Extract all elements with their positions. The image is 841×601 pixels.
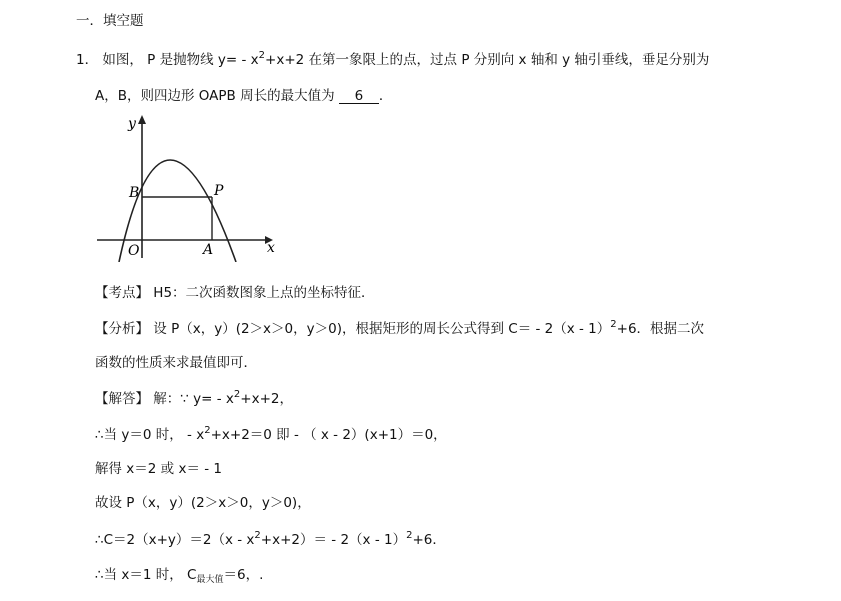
kaodian-text: 【考点】 H5：二次函数图象上点的坐标特征． xyxy=(95,285,375,301)
problem-text-1a: 如图， P 是抛物线 y= - x xyxy=(102,52,259,68)
step-5 xyxy=(95,566,263,586)
fenxi-text-line2: 函数的性质来求最值即可． xyxy=(95,355,257,371)
step-3 xyxy=(95,494,311,512)
section-heading-text: 一．填空题 xyxy=(76,13,144,29)
jieda-line xyxy=(95,390,293,410)
step-4 xyxy=(95,531,446,551)
problem-exponent: 2 xyxy=(258,50,266,61)
step-1-text-b: +x+2＝0 即 - （ x - 2）(x+1）＝0， xyxy=(210,427,447,443)
step-4-exponent-2: 2 xyxy=(406,530,413,541)
label-y: y xyxy=(128,116,136,132)
step-4-text-a: ∴C＝2（x+y）＝2（x - x xyxy=(95,532,255,548)
step-2 xyxy=(95,460,222,478)
kaodian-line xyxy=(95,284,375,302)
y-axis-arrow xyxy=(138,115,146,124)
step-4-text-c: +6． xyxy=(412,532,446,548)
fenxi-line-1 xyxy=(95,320,704,340)
answer-blank: 6 xyxy=(339,89,379,104)
label-x: x xyxy=(267,240,275,256)
label-o: O xyxy=(128,243,140,259)
problem-number: 1． xyxy=(76,52,99,68)
step-4-exponent-1: 2 xyxy=(254,530,261,541)
step-4-text-b: +x+2）＝ - 2（x - 1） xyxy=(260,532,407,548)
problem-line-1 xyxy=(76,51,709,71)
problem-text-2b: ． xyxy=(378,88,393,104)
step-5-text-b: ＝6，. xyxy=(223,567,264,583)
parabola-figure xyxy=(95,112,285,262)
problem-text-2a: A，B，则四边形 OAPB 周长的最大值为 xyxy=(95,88,335,104)
fenxi-line-2 xyxy=(95,354,257,372)
step-2-text: 解得 x＝2 或 x＝ - 1 xyxy=(95,461,222,477)
jieda-text-b: +x+2， xyxy=(240,391,293,407)
step-5-subscript: 最大值 xyxy=(196,575,224,585)
fenxi-exponent: 2 xyxy=(610,319,617,330)
jieda-exponent: 2 xyxy=(233,389,241,400)
problem-line-2 xyxy=(95,87,392,105)
step-1-exponent: 2 xyxy=(204,425,211,436)
fenxi-text-b: +6．根据二次 xyxy=(616,321,705,337)
step-1-text-a: ∴当 y＝0 时， - x xyxy=(95,427,205,443)
problem-text-1b: +x+2 在第一象限上的点，过点 P 分别向 x 轴和 y 轴引垂线，垂足分别为 xyxy=(265,52,710,68)
step-3-text: 故设 P（x，y）(2＞x＞0，y＞0)， xyxy=(95,495,311,511)
label-b: B xyxy=(129,185,140,201)
step-5-text-a: ∴当 x＝1 时， C xyxy=(95,567,197,583)
step-1 xyxy=(95,426,447,446)
fenxi-text-a: 【分析】 设 P（x，y）(2＞x＞0，y＞0)，根据矩形的周长公式得到 C＝ - 2（x - 1） xyxy=(95,321,611,337)
section-heading xyxy=(76,12,144,30)
label-a: A xyxy=(203,242,214,258)
label-p: P xyxy=(214,183,224,199)
jieda-text-a: 【解答】 解：∵ y= - x xyxy=(95,391,234,407)
